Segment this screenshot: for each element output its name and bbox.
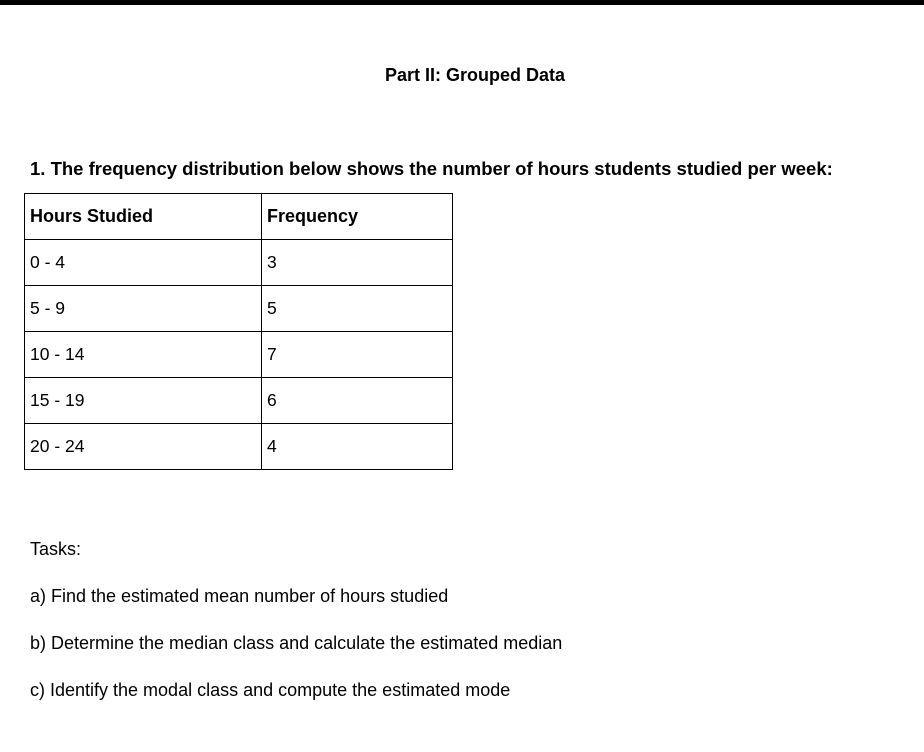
hours-cell: 5 - 9 — [25, 286, 262, 332]
hours-cell: 0 - 4 — [25, 240, 262, 286]
frequency-table — [24, 193, 453, 470]
table-row — [25, 332, 453, 378]
hours-cell: 20 - 24 — [25, 424, 262, 470]
frequency-cell: 4 — [262, 424, 453, 470]
frequency-cell: 7 — [262, 332, 453, 378]
table-row — [25, 286, 453, 332]
tasks-label: Tasks: — [30, 539, 82, 559]
frequency-cell: 6 — [262, 378, 453, 424]
frequency-cell: 5 — [262, 286, 453, 332]
table-row — [25, 378, 453, 424]
task-a: a) Find the estimated mean number of hours studied — [30, 586, 449, 606]
task-c: c) Identify the modal class and compute the estimated mode — [30, 680, 511, 700]
top-border — [0, 0, 924, 5]
task-b: b) Determine the median class and calculate the estimated median — [30, 633, 563, 653]
header-frequency: Frequency — [262, 194, 453, 240]
hours-cell: 10 - 14 — [25, 332, 262, 378]
table-header-row — [25, 194, 453, 240]
table-row — [25, 424, 453, 470]
table-row — [25, 240, 453, 286]
part-title: Part II: Grouped Data — [384, 65, 566, 85]
header-hours-studied: Hours Studied — [25, 194, 262, 240]
frequency-cell: 3 — [262, 240, 453, 286]
question-text: 1. The frequency distribution below shows the number of hours students studied per week: — [30, 158, 833, 179]
hours-cell: 15 - 19 — [25, 378, 262, 424]
